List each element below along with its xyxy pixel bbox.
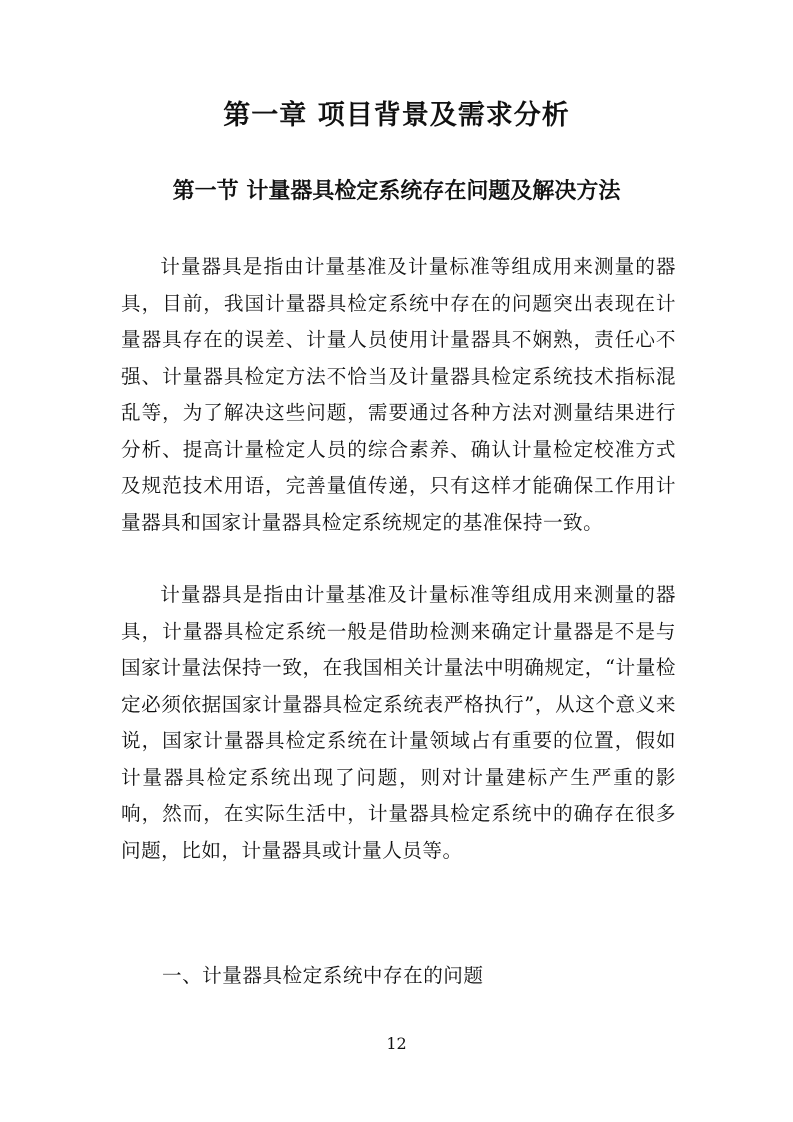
page-number: 12 <box>386 1034 407 1053</box>
body-paragraph-2: 计量器具是指由计量基准及计量标准等组成用来测量的器具，计量器具检定系统一般是借助检测来确定计量器是不是与国家计量法保持一致，在我国相关计量法中明确规定，“计量检定必须依据国家计量器具检定系统表严格执行”，从这个意义来说，国家计量器具检定系统在计量领域占有重要的位置，假如计量器具检定系统出现了问题，则对计量建标产生严重的影响，然而，在实际生活中，计量器具检定系统中的确存在很多问题，比如，计量器具或计量人员等。 <box>121 583 676 862</box>
section-title: 第一节 计量器具检定系统存在问题及解决方法 <box>172 179 621 204</box>
body-paragraph-1: 计量器具是指由计量基准及计量标准等组成用来测量的器具，目前，我国计量器具检定系统中存在的问题突出表现在计量器具存在的误差、计量人员使用计量器具不娴熟，责任心不强、计量器具检定方法不恰当及计量器具检定系统技术指标混乱等，为了解决这些问题，需要通过各种方法对测量结果进行分析、提高计量检定人员的综合素养、确认计量检定校准方式及规范技术用语，完善量值传递，只有这样才能确保工作用计量器具和国家计量器具检定系统规定的基准保持一致。 <box>121 255 676 534</box>
chapter-title: 第一章 项目背景及需求分析 <box>223 100 570 131</box>
subheading: 一、计量器具检定系统中存在的问题 <box>162 964 484 987</box>
